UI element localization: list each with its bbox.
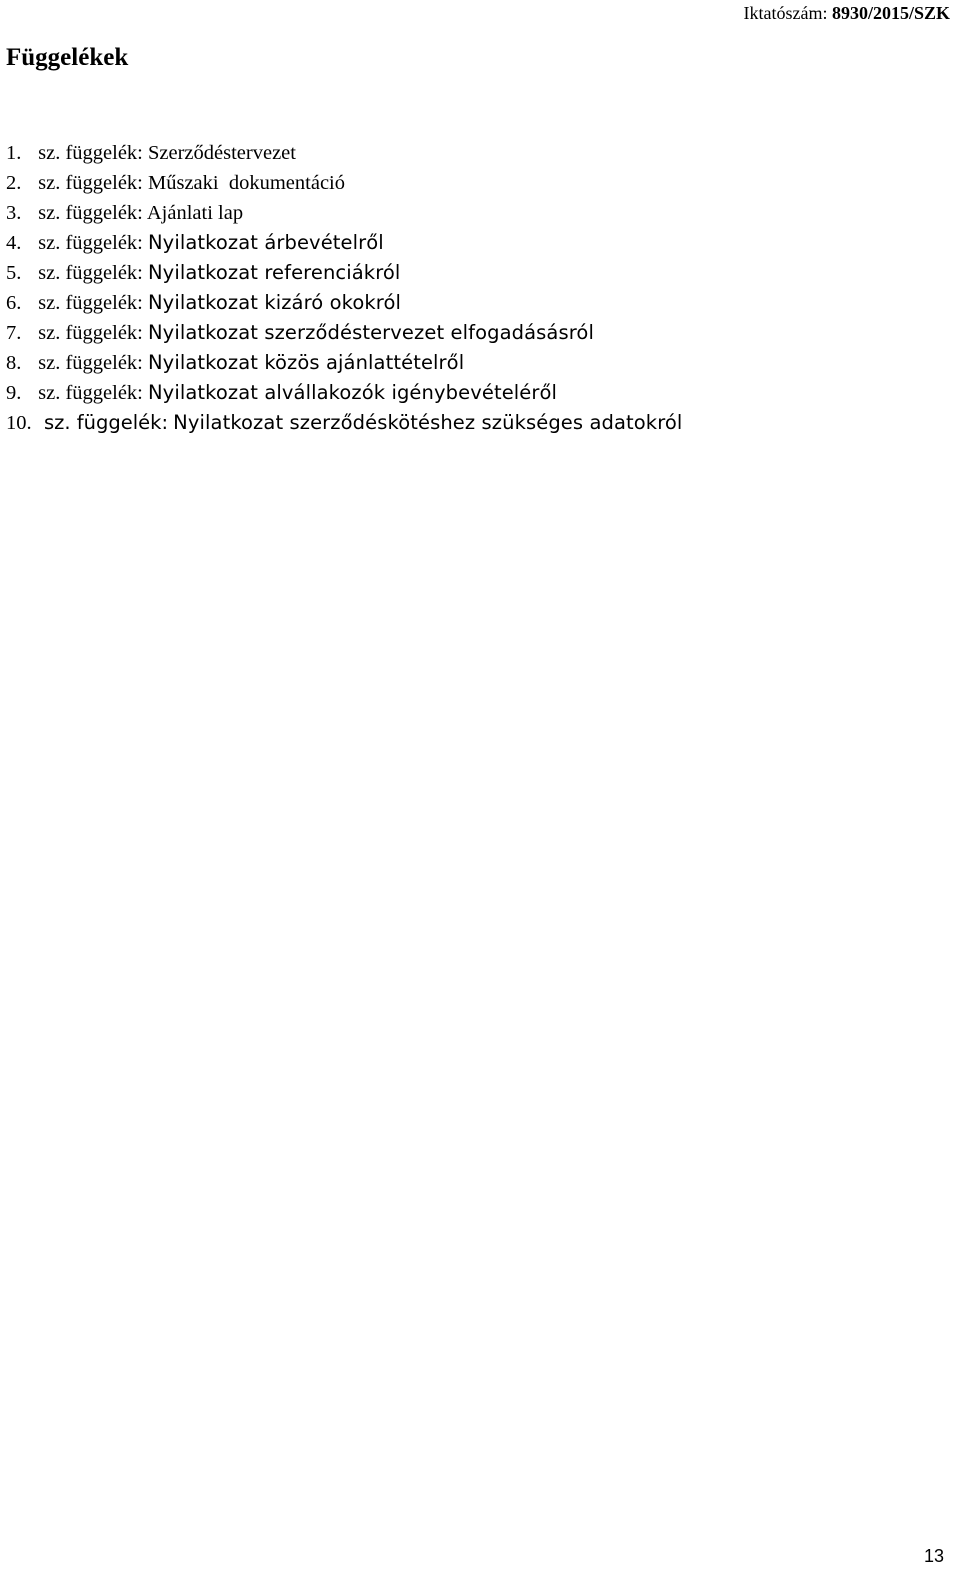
appendix-prefix: sz. függelék: — [38, 322, 143, 344]
reference-number: 8930/2015/SZK — [831, 3, 950, 23]
appendix-item-9 — [6, 378, 682, 408]
appendix-number: 4. — [6, 232, 22, 254]
reference-label: Iktatószám: — [743, 3, 828, 23]
appendix-prefix: sz. függelék: — [38, 232, 143, 254]
appendix-item-8 — [6, 348, 682, 378]
appendix-title: Ajánlati lap — [146, 202, 244, 224]
appendix-number: 5. — [6, 262, 22, 284]
document-reference-number — [743, 2, 950, 24]
appendix-prefix: sz. függelék: — [38, 382, 143, 404]
appendix-prefix: sz. függelék: — [38, 352, 143, 374]
appendix-prefix: sz. függelék: — [38, 142, 143, 164]
appendix-number: 6. — [6, 292, 22, 314]
appendix-item-5 — [6, 258, 682, 288]
appendix-prefix: sz. függelék: — [44, 411, 169, 434]
appendix-item-4 — [6, 228, 682, 258]
appendix-title: Nyilatkozat kizáró okokról — [148, 291, 402, 314]
appendix-title: Műszaki dokumentáció — [148, 172, 345, 194]
appendix-item-1 — [6, 138, 682, 168]
appendix-title: Nyilatkozat szerződéskötéshez szükséges adatokról — [173, 411, 683, 434]
appendix-list — [6, 138, 682, 438]
appendix-title: Nyilatkozat árbevételről — [148, 231, 384, 254]
appendix-prefix: sz. függelék: — [38, 172, 143, 194]
appendix-prefix: sz. függelék: — [38, 292, 143, 314]
appendix-number: 8. — [6, 352, 22, 374]
appendix-title: Nyilatkozat referenciákról — [148, 261, 401, 284]
appendix-title: Nyilatkozat alvállakozók igénybevételéről — [148, 381, 558, 404]
appendix-title: Nyilatkozat szerződéstervezet elfogadásásról — [148, 321, 594, 344]
appendix-number: 7. — [6, 322, 22, 344]
appendix-item-6 — [6, 288, 682, 318]
appendix-number: 3. — [6, 202, 22, 224]
appendix-title: Szerződéstervezet — [148, 142, 296, 164]
appendix-title: Nyilatkozat közös ajánlattételről — [148, 351, 465, 374]
appendix-number: 2. — [6, 172, 22, 194]
appendix-number: 10. — [6, 412, 32, 434]
appendix-number: 9. — [6, 382, 22, 404]
appendix-number: 1. — [6, 142, 22, 164]
page-title: Függelékek — [6, 44, 129, 71]
appendix-item-3 — [6, 198, 682, 228]
appendix-prefix: sz. függelék: — [38, 262, 143, 284]
appendix-item-7 — [6, 318, 682, 348]
appendix-item-10 — [6, 408, 682, 438]
page-number: 13 — [923, 1546, 944, 1566]
appendix-item-2 — [6, 168, 682, 198]
appendix-prefix: sz. függelék: — [38, 202, 143, 224]
